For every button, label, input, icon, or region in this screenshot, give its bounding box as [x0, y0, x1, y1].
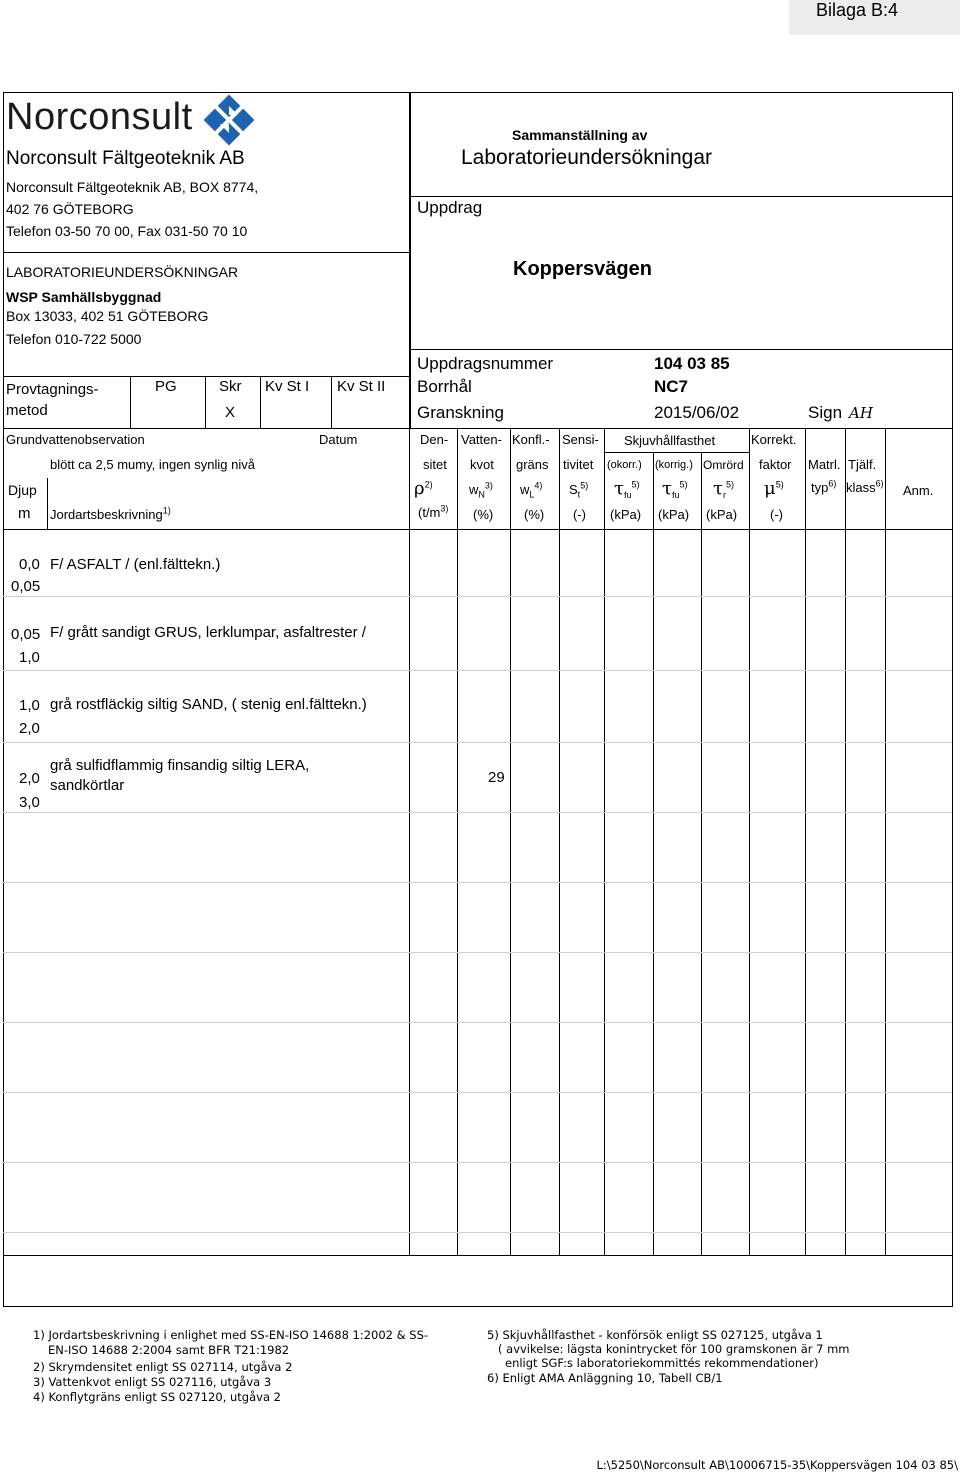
shear-col-1-top: (okorr.): [607, 459, 642, 471]
layer-3-description: grå rostfläckig siltig SAND, ( stenig enl.fälttekn.): [50, 696, 367, 713]
assignment-name: Koppersvägen: [513, 258, 652, 280]
shear-col-3-top: Omrörd: [703, 458, 744, 472]
density-unit: ($t/m^{3)}$: [418, 503, 449, 520]
description-header: Jordartsbeskrivning$^{1)}$: [50, 505, 171, 522]
layer-3-to: 2,0: [19, 720, 40, 737]
shear-col-3-unit: (kPa): [706, 507, 738, 522]
liquid-header-2: gräns: [516, 457, 549, 472]
company-address-1: Norconsult Fältgeoteknik AB, BOX 8774,: [6, 179, 259, 195]
footnote-1: 1) Jordartsbeskrivning i enlighet med SS-EN-ISO 14688 1:2002 & SS-: [33, 1328, 429, 1342]
assignment-number: 104 03 85: [654, 354, 730, 373]
shear-col-2-top: (korrig.): [655, 459, 693, 471]
layer-4-from: 2,0: [19, 770, 40, 787]
footnote-3: 3) Vattenkvot enligt SS 027116, utgåva 3: [33, 1375, 272, 1389]
layer-4-description-1: grå sulfidflammig finsandig siltig LERA,: [50, 757, 310, 774]
frost-header-1: Tjälf.: [848, 457, 877, 472]
sampling-method-pg: PG: [155, 378, 177, 395]
groundwater-date-label: Datum: [319, 432, 358, 447]
material-header-1: Matrl.: [808, 457, 841, 472]
layer-3-from: 1,0: [19, 697, 40, 714]
liquid-symbol: $w_L^{4)}$: [520, 480, 543, 500]
company-logo-text: Norconsult: [6, 96, 193, 138]
frost-header-2: klass$^{6)}$: [846, 478, 884, 495]
correction-symbol: $\mu^{5)}$: [764, 478, 784, 499]
file-path: L:\5250\Norconsult AB\10006715-35\Koppersvägen 104 03 85\: [596, 1458, 958, 1472]
footnote-4: 4) Konflytgräns enligt SS 027120, utgåva 2: [33, 1390, 281, 1404]
shear-col-1-unit: (kPa): [610, 507, 642, 522]
borehole-label: Borrhål: [417, 377, 472, 396]
title-small: Sammanställning av: [512, 127, 648, 143]
sensitivity-header-1: Sensi-: [562, 432, 599, 447]
liquid-header-1: Konfl.-: [512, 432, 550, 447]
footnote-5-cont-2: enligt SGF:s laboratoriekommittés rekommendationer): [505, 1356, 819, 1370]
layer-2-from: 0,05: [11, 626, 41, 643]
assignment-label: Uppdrag: [417, 198, 483, 217]
depth-header: Djup: [8, 482, 37, 498]
sensitivity-unit: (-): [573, 507, 586, 522]
company-address-2: 402 76 GÖTEBORG: [6, 201, 134, 217]
borehole-value: NC7: [654, 377, 689, 396]
sensitivity-symbol: $S_t^{5)}$: [569, 480, 589, 500]
title-large: Laboratorieundersökningar: [461, 146, 713, 169]
sampling-skr-mark: X: [225, 404, 236, 421]
groundwater-label: Grundvattenobservation: [6, 432, 145, 447]
layer-1-from: 0,0: [19, 556, 40, 573]
density-header-2: sitet: [423, 457, 447, 472]
assignment-number-label: Uppdragsnummer: [417, 354, 554, 373]
layer-2-to: 1,0: [19, 649, 40, 666]
water-header-1: Vatten-: [461, 432, 502, 447]
density-header-1: Den-: [420, 432, 449, 447]
footnote-2: 2) Skrymdensitet enligt SS 027114, utgåva 2: [33, 1360, 293, 1374]
sampling-label-1: Provtagnings-: [6, 381, 99, 398]
correction-header-1: Korrekt.: [751, 432, 797, 447]
shear-col-2-symbol: $\tau_{fu}^{5)}$: [662, 478, 688, 501]
lab-name: WSP Samhällsbyggnad: [6, 289, 162, 305]
shear-col-3-symbol: $\tau_r^{5)}$: [713, 478, 734, 501]
shear-col-2-unit: (kPa): [658, 507, 690, 522]
page-label: Bilaga B:4: [816, 0, 899, 20]
norconsult-logo-icon: [202, 94, 256, 146]
remark-header: Anm.: [903, 483, 934, 498]
liquid-unit: (%): [524, 507, 545, 522]
footnote-5-cont-1: ( avvikelse: lägsta konintrycket för 100 gramskonen är 7 mm: [498, 1342, 850, 1356]
lab-phone: Telefon 010-722 5000: [6, 331, 142, 347]
footnote-5: 5) Skjuvhållfasthet - konförsök enligt SS 027125, utgåva 1: [487, 1328, 823, 1342]
depth-unit: m: [18, 505, 31, 522]
shear-header: Skjuvhållfasthet: [624, 433, 716, 448]
water-symbol: $w_N^{3)}$: [469, 480, 493, 500]
review-label: Granskning: [417, 403, 504, 422]
review-date: 2015/06/02: [654, 403, 740, 422]
shear-col-1-symbol: $\tau_{fu}^{5)}$: [614, 478, 640, 501]
sampling-method-skr: Skr: [219, 378, 242, 395]
footnote-6: 6) Enligt AMA Anläggning 10, Tabell CB/1: [487, 1371, 723, 1385]
sign-label: Sign: [808, 403, 843, 422]
correction-header-2: faktor: [759, 457, 792, 472]
layer-1-to: 0,05: [11, 578, 41, 595]
groundwater-note: blött ca 2,5 mumy, ingen synlig nivå: [50, 457, 255, 472]
sampling-method-kvst2: Kv St II: [337, 378, 386, 395]
sensitivity-header-2: tivitet: [563, 457, 594, 472]
material-header-2: typ$^{6)}$: [811, 478, 837, 495]
sign-value: AH: [849, 404, 873, 422]
layer-1-description: F/ ASFALT / (enl.fälttekn.): [50, 556, 221, 573]
correction-unit: (-): [770, 507, 783, 522]
lab-address: Box 13033, 402 51 GÖTEBORG: [6, 308, 209, 324]
company-phone: Telefon 03-50 70 00, Fax 031-50 70 10: [6, 223, 248, 239]
density-symbol: $\rho^{2)}$: [414, 478, 433, 499]
sampling-method-kvst1: Kv St I: [265, 378, 310, 395]
layer-2-description: F/ grått sandigt GRUS, lerklumpar, asfaltrester /: [50, 624, 366, 641]
company-name: Norconsult Fältgeoteknik AB: [6, 148, 245, 169]
water-header-2: kvot: [470, 457, 494, 472]
sampling-label-2: metod: [6, 402, 48, 419]
layer-4-to: 3,0: [19, 794, 40, 811]
footnote-1-cont: EN-ISO 14688 2:2004 samt BFR T21:1982: [48, 1343, 290, 1357]
water-unit: (%): [473, 507, 494, 522]
lab-heading: LABORATORIEUNDERSÖKNINGAR: [6, 264, 239, 280]
layer-4-water-content: 29: [488, 769, 505, 786]
layer-4-description-2: sandkörtlar: [50, 777, 125, 794]
